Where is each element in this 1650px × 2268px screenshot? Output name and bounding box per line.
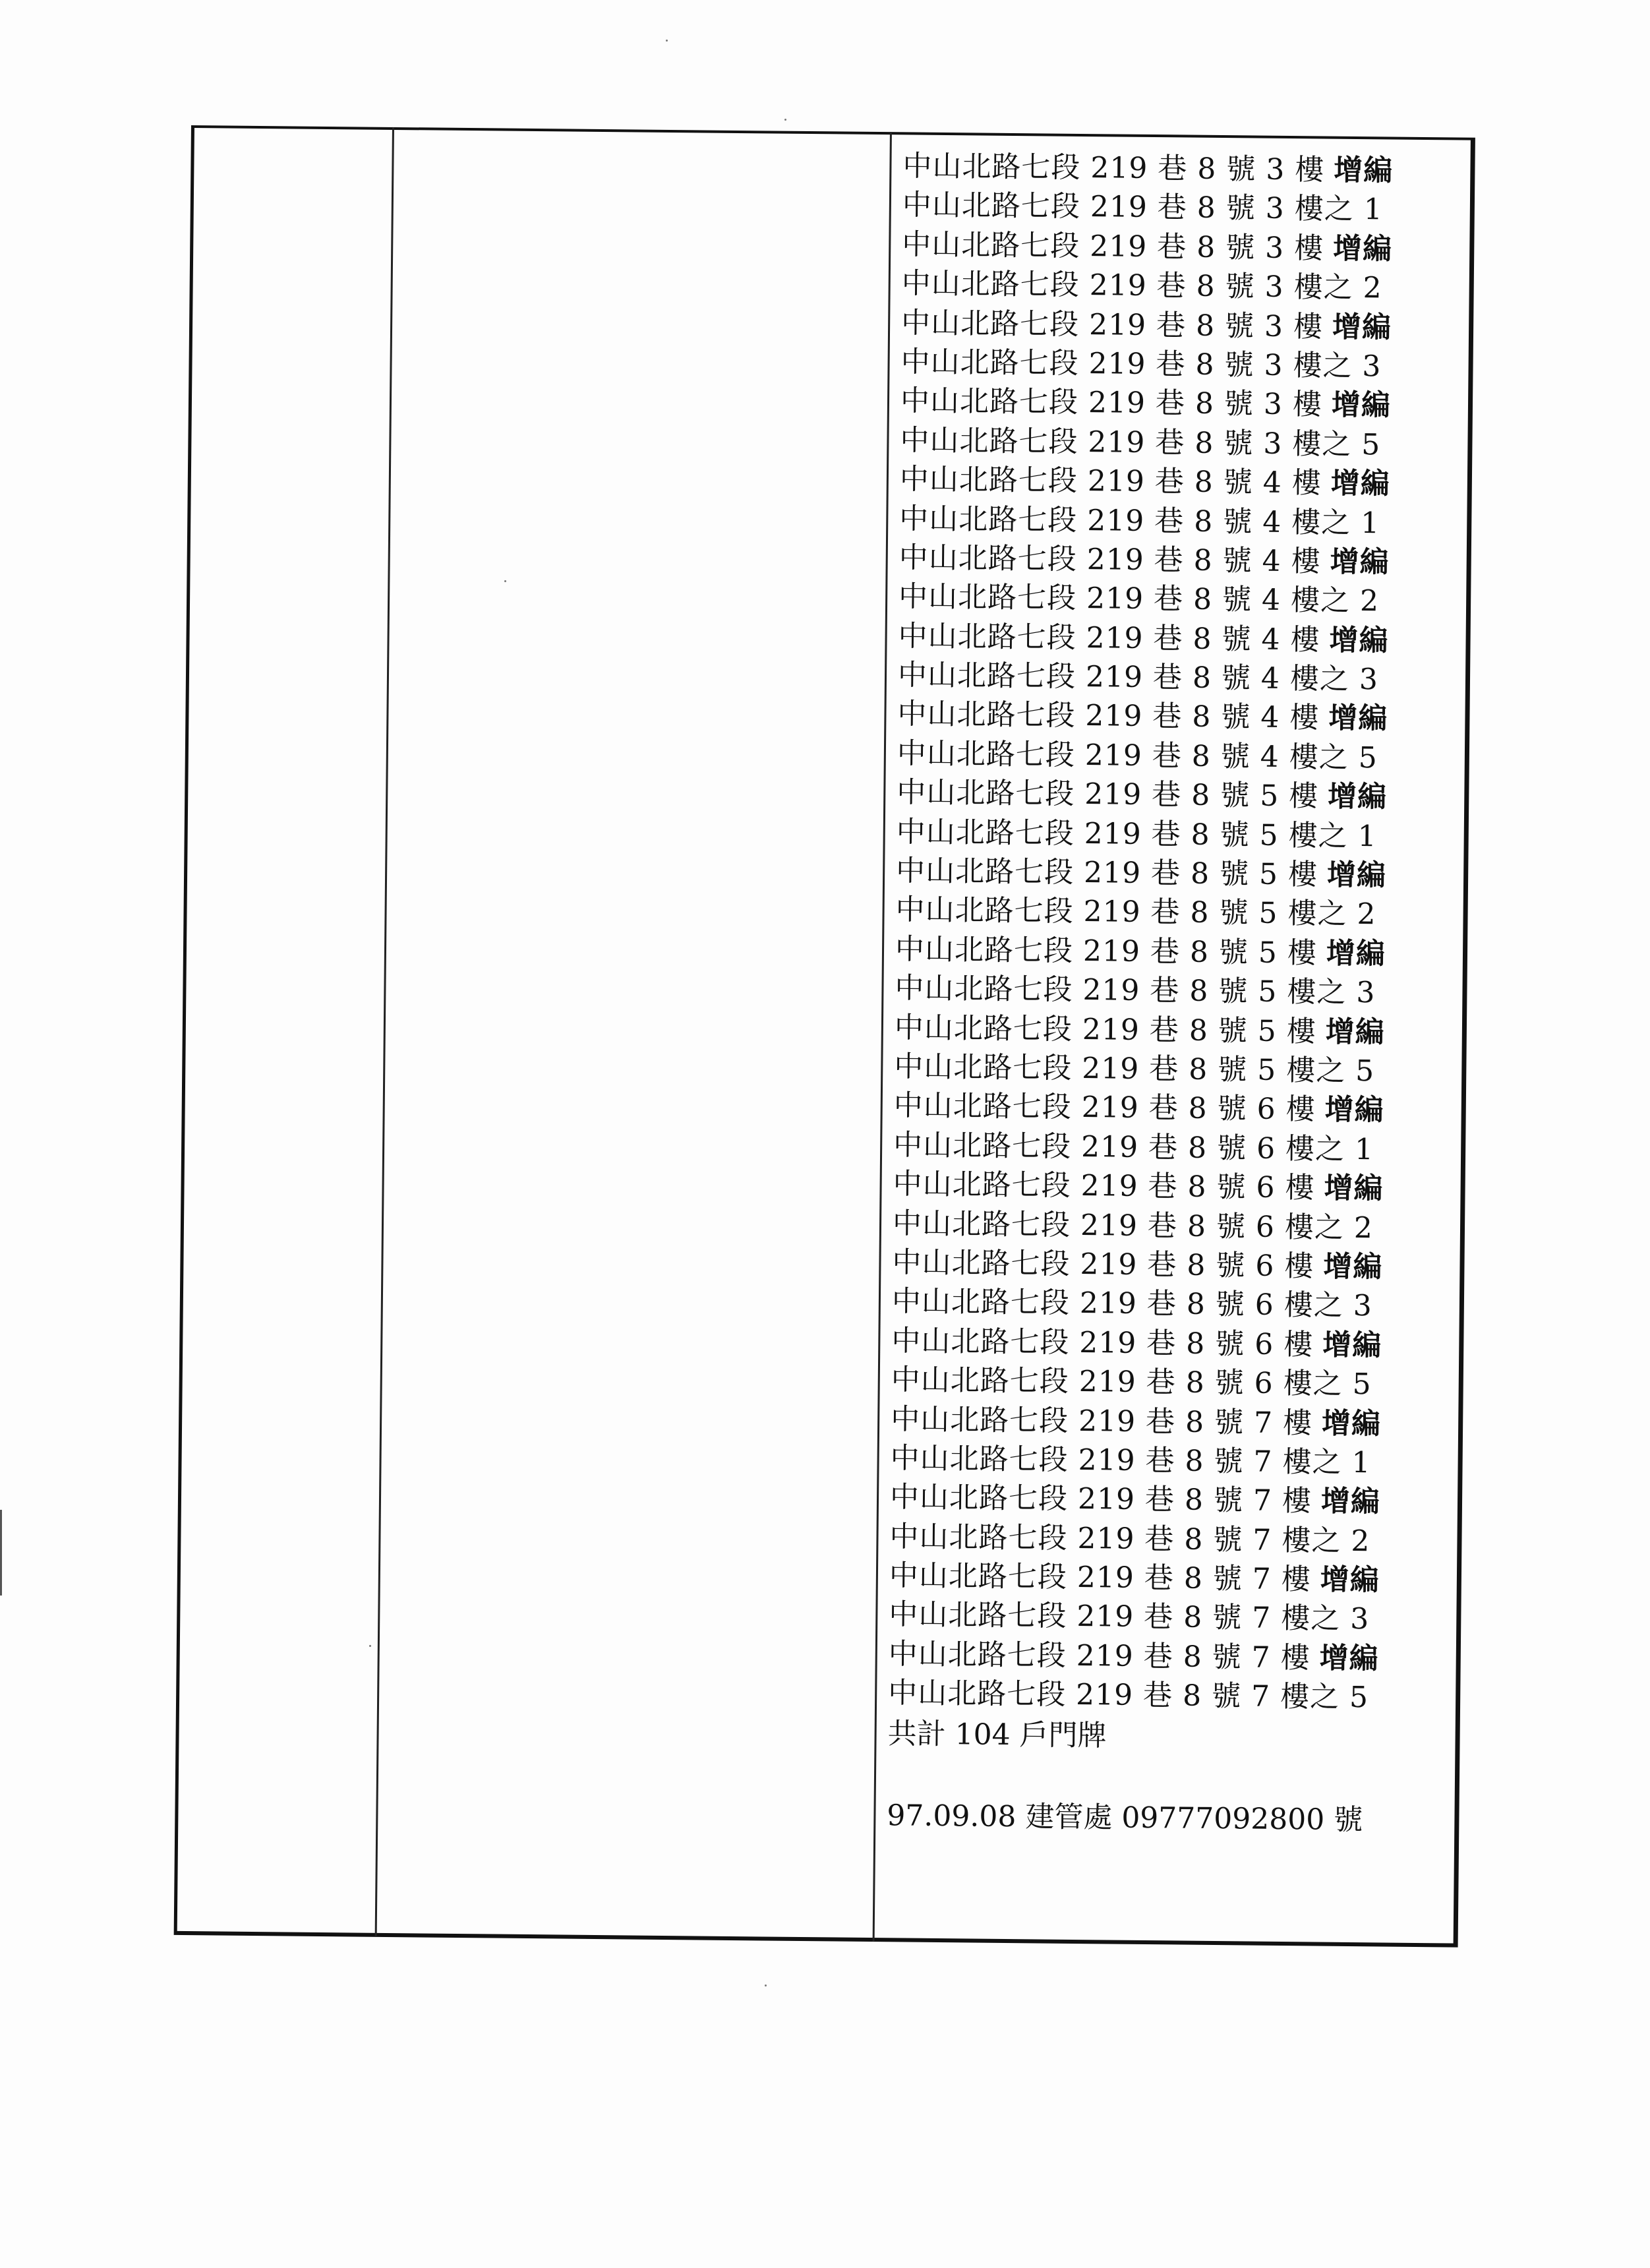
addition-tag: 增編 bbox=[1330, 545, 1390, 580]
address-text: 中山北路七段 219 巷 8 號 5 樓之 1 bbox=[896, 814, 1377, 853]
address-text: 中山北路七段 219 巷 8 號 4 樓 bbox=[898, 619, 1320, 657]
address-text: 中山北路七段 219 巷 8 號 4 樓之 1 bbox=[899, 501, 1380, 540]
list-item bbox=[899, 499, 1460, 544]
addition-tag: 增編 bbox=[1321, 1406, 1382, 1441]
addition-tag: 增編 bbox=[1320, 1563, 1380, 1597]
addition-tag: 增編 bbox=[1322, 1328, 1382, 1363]
address-text: 中山北路七段 219 巷 8 號 5 樓 bbox=[897, 775, 1319, 814]
address-text: 中山北路七段 219 巷 8 號 6 樓之 3 bbox=[891, 1284, 1373, 1323]
list-item bbox=[897, 695, 1458, 740]
addition-tag: 增編 bbox=[1319, 1641, 1379, 1676]
list-item bbox=[902, 186, 1463, 231]
address-text: 中山北路七段 219 巷 8 號 7 樓之 1 bbox=[890, 1441, 1371, 1480]
list-item bbox=[901, 303, 1462, 348]
addition-tag: 增編 bbox=[1334, 153, 1394, 188]
address-cell bbox=[887, 146, 1463, 1841]
addition-tag: 增編 bbox=[1324, 1171, 1384, 1206]
address-text: 中山北路七段 219 巷 8 號 7 樓之 3 bbox=[889, 1597, 1370, 1636]
address-text: 中山北路七段 219 巷 8 號 7 樓 bbox=[889, 1480, 1312, 1518]
address-text: 中山北路七段 219 巷 8 號 3 樓 bbox=[900, 305, 1324, 344]
address-text: 中山北路七段 219 巷 8 號 3 樓 bbox=[900, 384, 1323, 422]
list-item bbox=[899, 578, 1459, 622]
list-item bbox=[894, 1047, 1455, 1092]
address-text: 中山北路七段 219 巷 8 號 3 樓之 5 bbox=[900, 423, 1381, 462]
address-text: 中山北路七段 219 巷 8 號 4 樓 bbox=[897, 697, 1320, 735]
list-item bbox=[902, 225, 1463, 270]
list-item bbox=[889, 1556, 1450, 1601]
list-item bbox=[890, 1439, 1451, 1483]
list-item bbox=[892, 1243, 1453, 1288]
address-text: 中山北路七段 219 巷 8 號 3 樓之 1 bbox=[902, 188, 1383, 227]
scan-speck bbox=[666, 40, 668, 42]
scan-speck bbox=[784, 119, 786, 121]
addition-tag: 增編 bbox=[1331, 388, 1392, 423]
list-item bbox=[893, 1125, 1454, 1170]
address-text: 中山北路七段 219 巷 8 號 6 樓 bbox=[892, 1245, 1314, 1284]
list-item bbox=[889, 1517, 1450, 1562]
address-text: 中山北路七段 219 巷 8 號 5 樓之 2 bbox=[895, 893, 1376, 932]
address-text: 中山北路七段 219 巷 8 號 3 樓之 3 bbox=[900, 345, 1382, 384]
address-text: 中山北路七段 219 巷 8 號 4 樓之 3 bbox=[897, 658, 1379, 697]
address-text: 中山北路七段 219 巷 8 號 7 樓 bbox=[890, 1402, 1313, 1440]
address-text: 中山北路七段 219 巷 8 號 5 樓之 5 bbox=[894, 1050, 1375, 1089]
address-text: 中山北路七段 219 巷 8 號 7 樓 bbox=[889, 1559, 1312, 1597]
address-text: 中山北路七段 219 巷 8 號 5 樓 bbox=[894, 1010, 1317, 1049]
list-item bbox=[891, 1400, 1452, 1445]
address-text: 中山北路七段 219 巷 8 號 7 樓之 5 bbox=[887, 1676, 1369, 1715]
list-item bbox=[895, 969, 1456, 1014]
address-text: 中山北路七段 219 巷 8 號 3 樓 bbox=[902, 149, 1325, 187]
addition-tag: 增編 bbox=[1323, 1249, 1383, 1284]
address-list bbox=[888, 146, 1463, 1718]
addition-tag: 增編 bbox=[1320, 1484, 1381, 1519]
list-item bbox=[898, 655, 1459, 700]
address-text: 中山北路七段 219 巷 8 號 5 樓之 3 bbox=[895, 971, 1376, 1010]
address-text: 中山北路七段 219 巷 8 號 7 樓 bbox=[888, 1637, 1311, 1675]
list-item bbox=[890, 1478, 1451, 1523]
addition-tag: 增編 bbox=[1332, 231, 1393, 266]
address-text: 中山北路七段 219 巷 8 號 6 樓之 2 bbox=[892, 1206, 1374, 1245]
addition-tag: 增編 bbox=[1326, 858, 1387, 893]
list-item bbox=[901, 264, 1462, 309]
list-item bbox=[895, 891, 1456, 936]
list-item bbox=[897, 773, 1458, 818]
scan-speck bbox=[765, 1984, 767, 1986]
list-item bbox=[899, 538, 1459, 583]
addition-tag: 增編 bbox=[1329, 623, 1389, 658]
list-item bbox=[889, 1596, 1450, 1640]
list-item bbox=[896, 812, 1457, 857]
list-item bbox=[900, 421, 1461, 465]
address-text: 中山北路七段 219 巷 8 號 6 樓之 5 bbox=[891, 1363, 1372, 1402]
list-item bbox=[902, 146, 1463, 191]
address-text: 中山北路七段 219 巷 8 號 6 樓 bbox=[893, 1167, 1315, 1205]
addition-tag: 增編 bbox=[1332, 310, 1392, 345]
total-count: 共計 104 戶門牌 bbox=[887, 1716, 1107, 1753]
list-item bbox=[892, 1282, 1453, 1327]
list-item bbox=[898, 616, 1459, 661]
list-item bbox=[889, 1634, 1450, 1679]
list-item bbox=[897, 734, 1458, 779]
addition-tag: 增編 bbox=[1327, 779, 1388, 814]
list-item bbox=[893, 1087, 1454, 1131]
address-text: 中山北路七段 219 巷 8 號 3 樓 bbox=[902, 227, 1324, 266]
address-table bbox=[174, 125, 1475, 1948]
addition-tag: 增編 bbox=[1326, 936, 1386, 971]
list-item bbox=[900, 342, 1461, 387]
list-item bbox=[893, 1164, 1454, 1209]
addition-tag: 增編 bbox=[1324, 1092, 1384, 1127]
address-text: 中山北路七段 219 巷 8 號 6 樓 bbox=[893, 1089, 1316, 1127]
list-item bbox=[895, 1008, 1456, 1053]
list-item bbox=[900, 382, 1461, 427]
addition-tag: 增編 bbox=[1330, 466, 1390, 501]
list-item bbox=[895, 930, 1456, 974]
address-text: 中山北路七段 219 巷 8 號 4 樓之 2 bbox=[898, 580, 1380, 618]
address-text: 中山北路七段 219 巷 8 號 6 樓之 1 bbox=[893, 1128, 1374, 1167]
address-text: 中山北路七段 219 巷 8 號 7 樓之 2 bbox=[889, 1519, 1370, 1558]
list-item bbox=[888, 1673, 1449, 1718]
document-reference: 97.09.08 建管處 09777092800 號 bbox=[887, 1798, 1363, 1837]
addition-tag: 增編 bbox=[1325, 1015, 1386, 1050]
list-item bbox=[891, 1321, 1452, 1366]
list-item bbox=[900, 460, 1461, 504]
list-item bbox=[891, 1360, 1452, 1405]
addition-tag: 增編 bbox=[1328, 701, 1388, 736]
scan-edge-mark bbox=[0, 1510, 2, 1596]
address-text: 中山北路七段 219 巷 8 號 5 樓 bbox=[895, 932, 1318, 970]
list-item bbox=[896, 851, 1457, 896]
address-text: 中山北路七段 219 巷 8 號 3 樓之 2 bbox=[901, 266, 1382, 305]
address-text: 中山北路七段 219 巷 8 號 6 樓 bbox=[891, 1324, 1314, 1362]
address-text: 中山北路七段 219 巷 8 號 4 樓之 5 bbox=[897, 736, 1378, 775]
address-text: 中山北路七段 219 巷 8 號 5 樓 bbox=[895, 854, 1318, 892]
address-text: 中山北路七段 219 巷 8 號 4 樓 bbox=[899, 462, 1322, 500]
address-text: 中山北路七段 219 巷 8 號 4 樓 bbox=[899, 541, 1321, 579]
list-item bbox=[893, 1204, 1454, 1249]
